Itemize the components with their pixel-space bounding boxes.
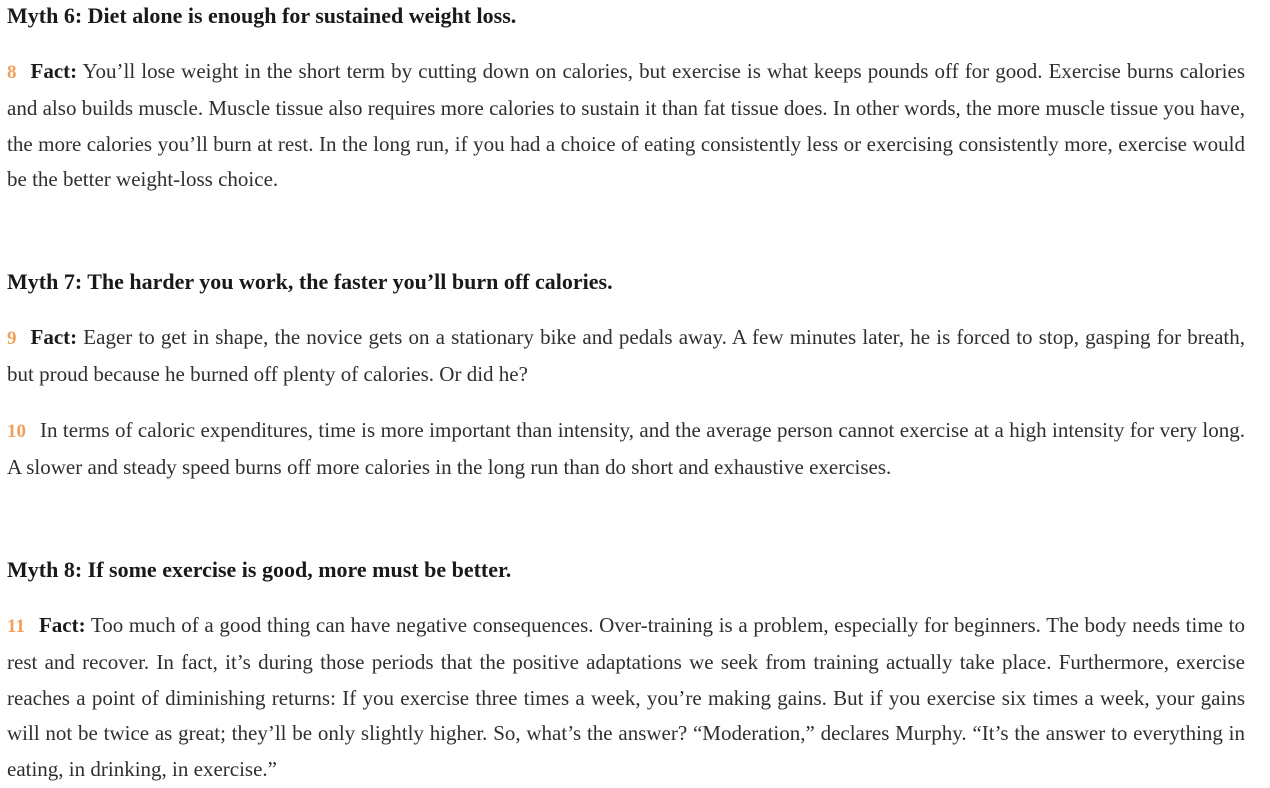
- fact-label: Fact:: [30, 59, 78, 83]
- paragraph-8: [7, 54, 1245, 198]
- myth-8-heading: Myth 8: If some exercise is good, more must be better.: [7, 557, 512, 582]
- paragraph-9: [7, 320, 1245, 393]
- paragraph-number[interactable]: 11: [7, 616, 25, 637]
- paragraph-text: In terms of caloric expenditures, time is more important than intensity, and the average person cannot exercise at a high intensity for very long. A slower and steady speed burns off more calories in the long run than do short and exhaustive exercises.: [7, 418, 1245, 479]
- fact-label: Fact:: [30, 325, 78, 349]
- myth-6-heading: Myth 6: Diet alone is enough for sustained weight loss.: [7, 3, 517, 28]
- paragraph-number[interactable]: 10: [7, 421, 26, 442]
- paragraph-text: You’ll lose weight in the short term by cutting down on calories, but exercise is what keeps pounds off for good. Exercise burns calories and also builds muscle. Muscle tissue also requires more calories to sustain it than fat tissue does. In other words, the more muscle tissue you have, the more calories you’ll burn at rest. In the long run, if you had a choice of eating consistently less or exercising consistently more, exercise would be the better weight-loss choice.: [7, 59, 1245, 192]
- paragraph-text: Eager to get in shape, the novice gets on a stationary bike and pedals away. A few minutes later, he is forced to stop, gasping for breath, but proud because he burned off plenty of calories. Or did he?: [7, 325, 1245, 386]
- paragraph-number[interactable]: 9: [7, 328, 17, 349]
- paragraph-text: Too much of a good thing can have negative consequences. Over-training is a problem, especially for beginners. The body needs time to rest and recover. In fact, it’s during those periods that the positive adaptations we seek from training actually take place. Furthermore, exercise reaches a point of diminishing returns: If you exercise three times a week, you’re making gains. But if you exercise six times a week, your gains will not be twice as great; they’ll be only slightly higher. So, what’s the answer? “Moderation,” declares Murphy. “It’s the answer to everything in eating, in drinking, in exercise.”: [7, 613, 1245, 782]
- myth-7-heading: Myth 7: The harder you work, the faster you’ll burn off calories.: [7, 269, 613, 294]
- paragraph-11: [7, 608, 1245, 788]
- paragraph-10: [7, 413, 1245, 486]
- paragraph-number[interactable]: 8: [7, 62, 17, 83]
- fact-label: Fact:: [38, 613, 86, 637]
